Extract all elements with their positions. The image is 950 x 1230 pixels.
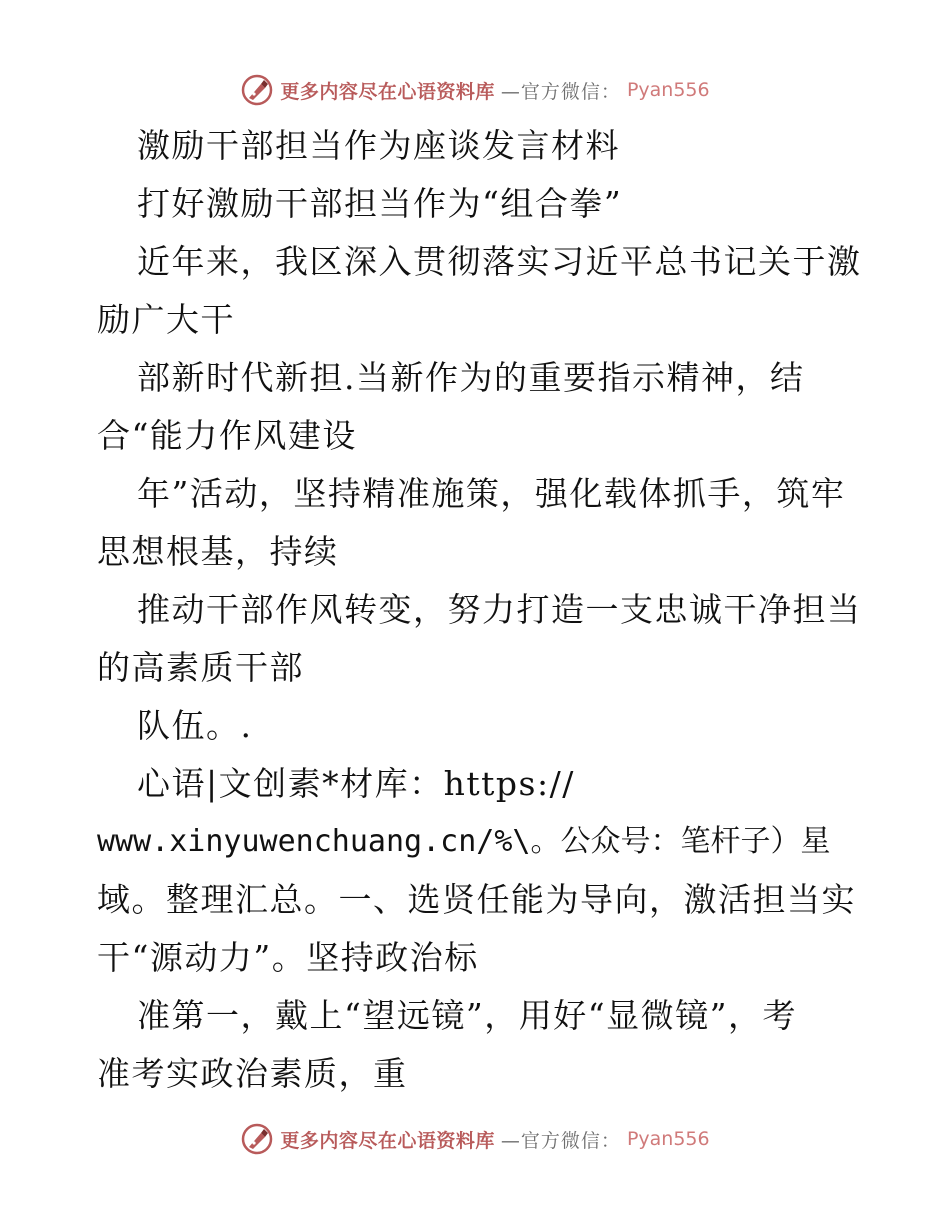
doc-line: 推动干部作风转变，努力打造一支忠诚干净担当 [137, 590, 862, 629]
watermark-site-text: 更多内容尽在心语资料库 [280, 1129, 495, 1152]
doc-line: 的高素质干部 [97, 648, 304, 687]
watermark-official-label: —官方微信： [500, 80, 621, 103]
doc-url-line: www.xinyuwenchuang.cn/%\。公众号：笔杆子）星 [97, 824, 831, 859]
doc-line: 合“能力作风建设 [97, 416, 357, 455]
watermark-official-label: —官方微信： [500, 1129, 621, 1152]
doc-line: 心语|文创素*材库：https:// [137, 764, 575, 803]
watermark-wechat-id: Pyan556 [626, 1128, 710, 1150]
doc-line: 干“源动力”。坚持政治标 [97, 938, 479, 977]
doc-title: 激励干部担当作为座谈发言材料 [137, 126, 620, 165]
watermark-site-text: 更多内容尽在心语资料库 [280, 80, 495, 103]
doc-line: 部新时代新担.当新作为的重要指示精神，结 [137, 358, 805, 397]
header-watermark [0, 70, 950, 110]
doc-line: 准第一，戴上“望远镜”，用好“显微镜”，考 [137, 996, 797, 1035]
doc-line: 年”活动，坚持精准施策，强化载体抓手，筑牢 [137, 474, 846, 513]
doc-line: 思想根基，持续 [97, 532, 339, 571]
doc-line: 准考实政治素质，重 [97, 1054, 408, 1093]
doc-subtitle: 打好激励干部担当作为“组合拳” [137, 184, 623, 223]
pen-nib-logo-icon [240, 1122, 274, 1156]
pen-nib-logo-icon [240, 73, 274, 107]
doc-line: 近年来，我区深入贯彻落实习近平总书记关于激 [137, 242, 862, 281]
footer-watermark [0, 1119, 950, 1159]
doc-line: 励广大干 [97, 300, 235, 339]
watermark-wechat-id: Pyan556 [626, 79, 710, 101]
doc-line: 域。整理汇总。一、选贤任能为导向，激活担当实 [97, 880, 856, 919]
doc-line: 队伍。. [137, 706, 253, 745]
document-body [97, 117, 862, 1103]
